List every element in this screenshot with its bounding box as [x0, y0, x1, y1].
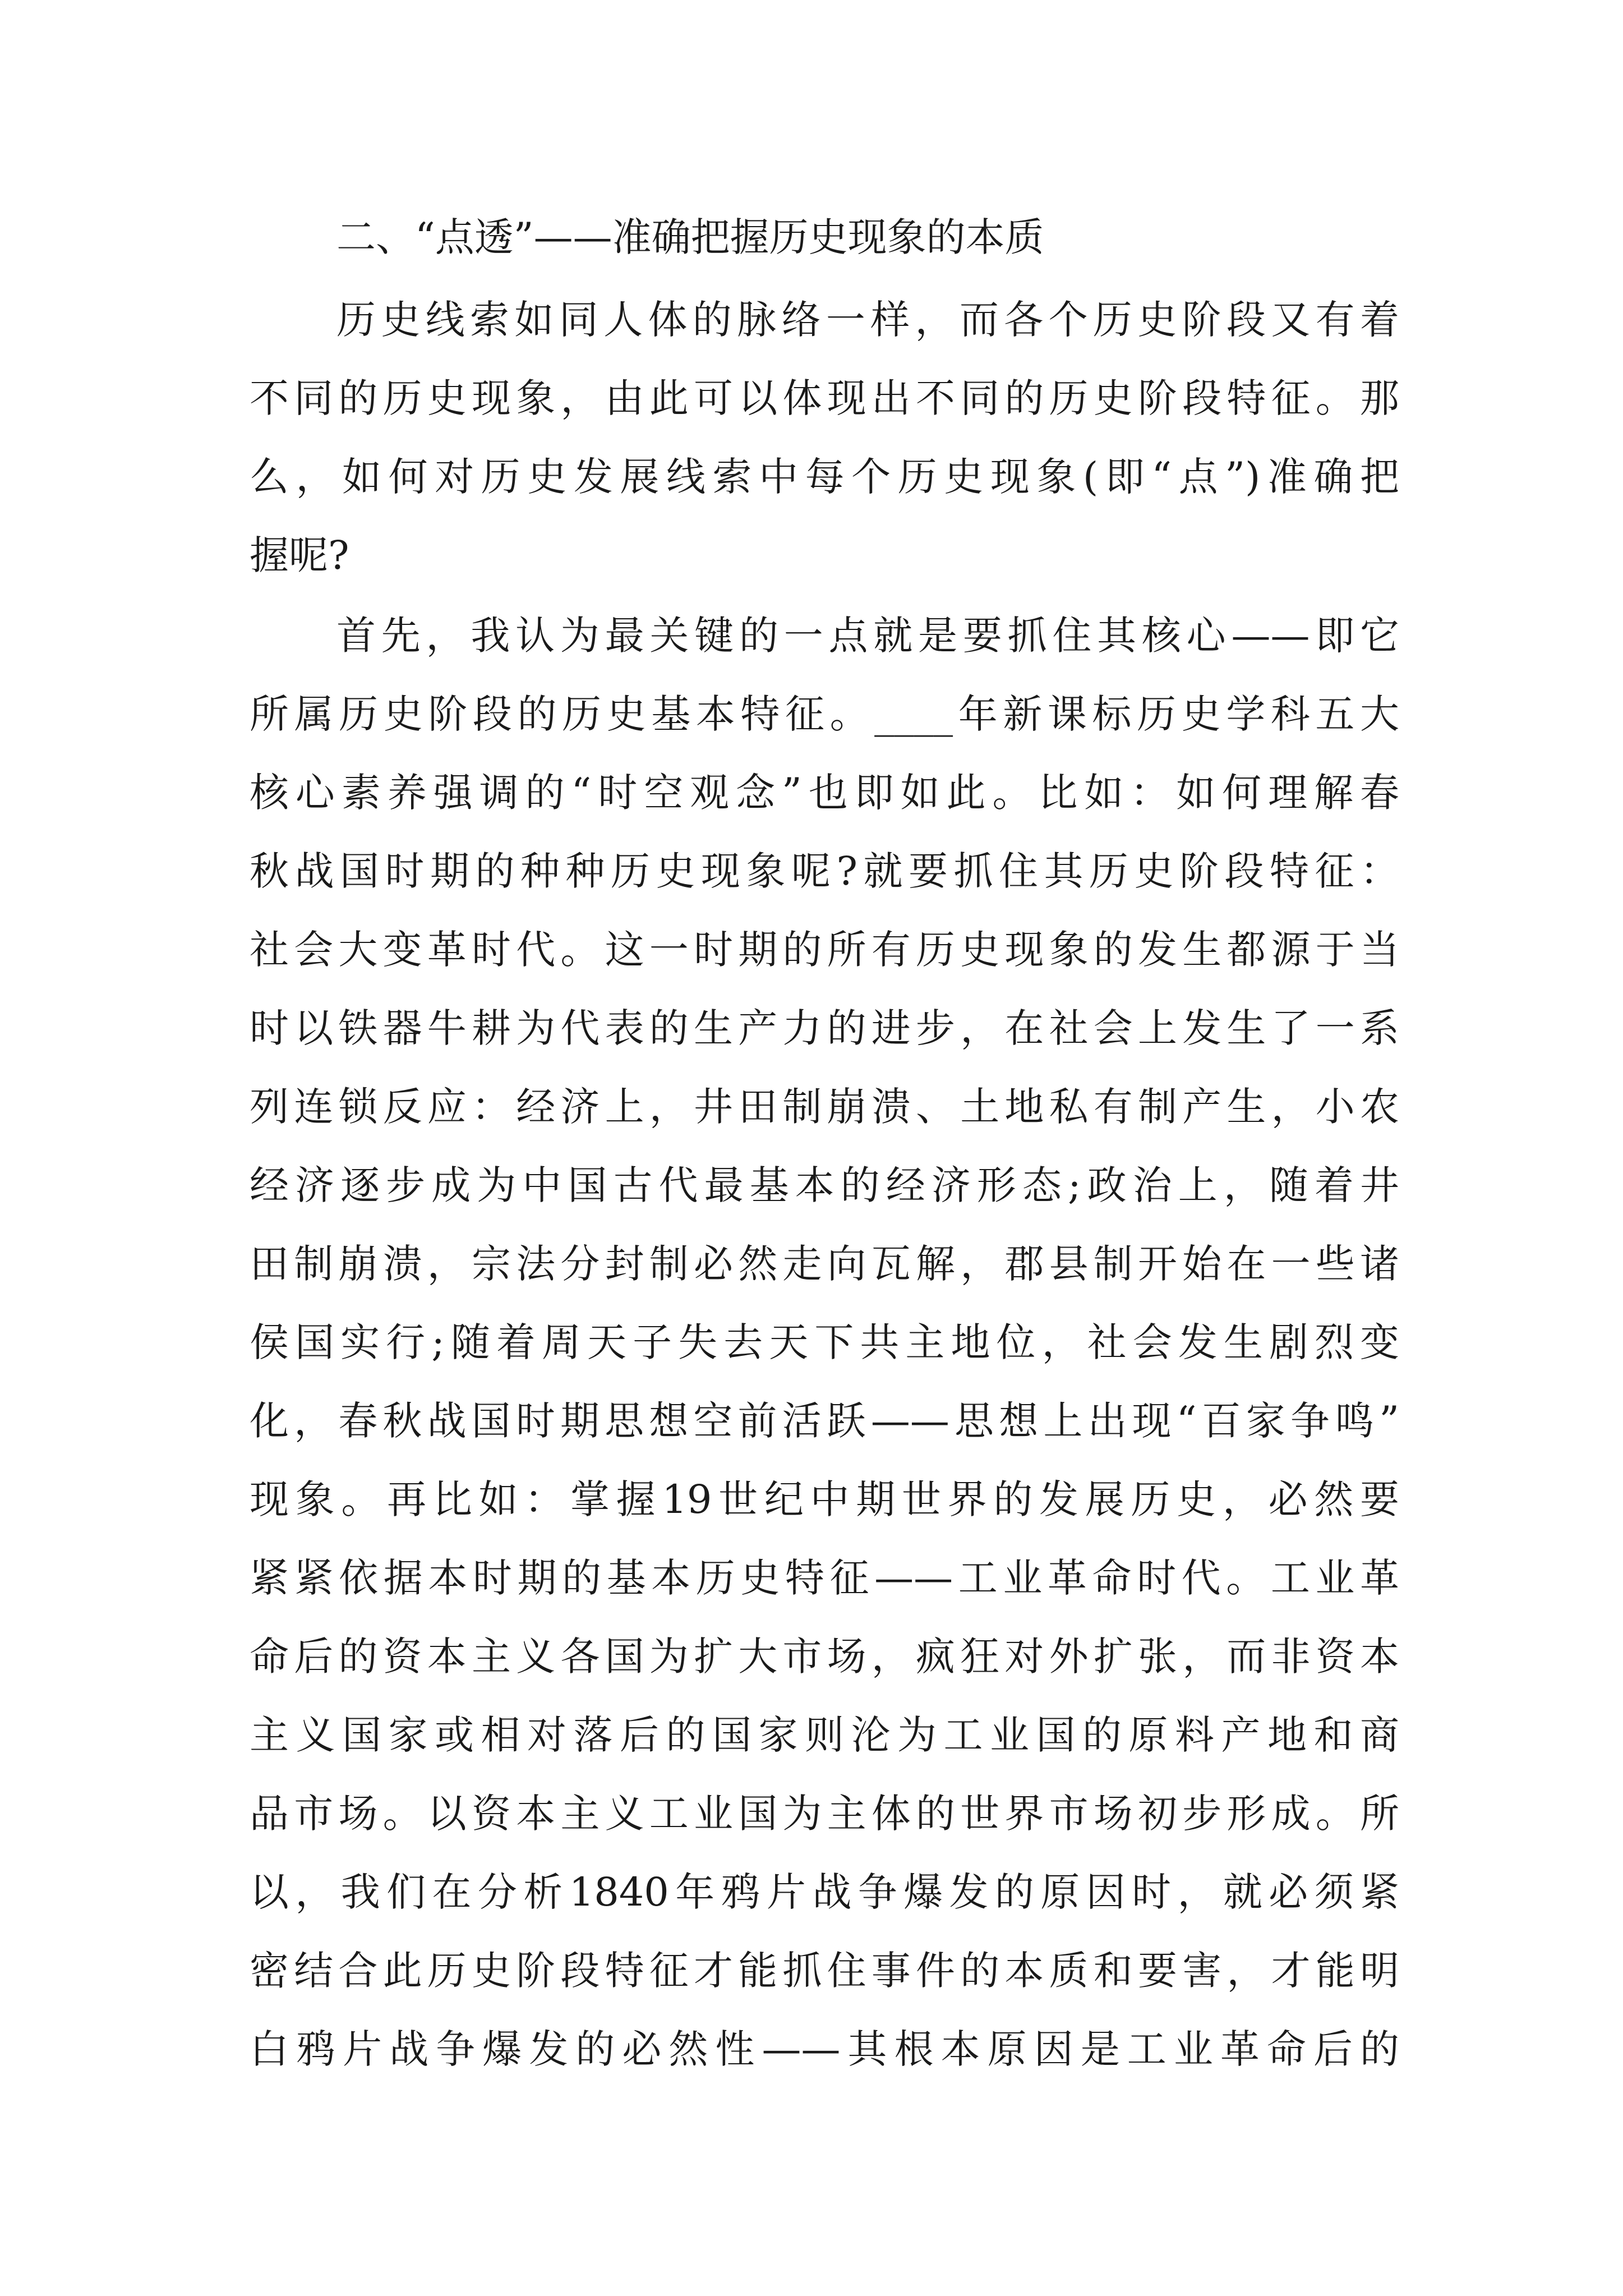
paragraph-line: 首先，我认为最关键的一点就是要抓住其核心——即它 [336, 613, 1399, 659]
paragraph-line: 紧紧依据本时期的基本历史特征——工业革命时代。工业革 [250, 1555, 1399, 1601]
paragraph-line: 命后的资本主义各国为扩大市场，疯狂对外扩张，而非资本 [250, 1634, 1399, 1680]
paragraph-line: 列连锁反应：经济上，井田制崩溃、土地私有制产生，小农 [250, 1084, 1399, 1130]
paragraph-line: 社会大变革时代。这一时期的所有历史现象的发生都源于当 [250, 927, 1399, 973]
paragraph-line: 密结合此历史阶段特征才能抓住事件的本质和要害，才能明 [250, 1948, 1399, 1994]
paragraph-line: 秋战国时期的种种历史现象呢?就要抓住其历史阶段特征： [250, 848, 1399, 894]
paragraph-line: 品市场。以资本主义工业国为主体的世界市场初步形成。所 [250, 1791, 1399, 1837]
paragraph-line: 主义国家或相对落后的国家则沦为工业国的原料产地和商 [250, 1712, 1399, 1758]
section-heading: 二、“点透”——准确把握历史现象的本质 [336, 214, 1044, 260]
paragraph-line: 田制崩溃，宗法分封制必然走向瓦解，郡县制开始在一些诸 [250, 1241, 1399, 1287]
paragraph-line: 化，春秋战国时期思想空前活跃——思想上出现“百家争鸣” [250, 1398, 1399, 1444]
paragraph-line: 不同的历史现象，由此可以体现出不同的历史阶段特征。那 [250, 375, 1399, 421]
paragraph-line: 所属历史阶段的历史基本特征。____年新课标历史学科五大 [250, 691, 1399, 737]
paragraph-line: 经济逐步成为中国古代最基本的经济形态;政治上，随着井 [250, 1162, 1399, 1208]
paragraph-line: 侯国实行;随着周天子失去天下共主地位，社会发生剧烈变 [250, 1319, 1399, 1365]
paragraph-line: 么，如何对历史发展线索中每个历史现象(即“点”)准确把 [250, 454, 1399, 500]
paragraph-line: 现象。再比如：掌握19世纪中期世界的发展历史，必然要 [250, 1476, 1399, 1522]
paragraph-line: 以，我们在分析1840年鸦片战争爆发的原因时，就必须紧 [250, 1869, 1399, 1915]
paragraph-line: 历史线索如同人体的脉络一样，而各个历史阶段又有着 [336, 297, 1399, 343]
paragraph-line: 白鸦片战争爆发的必然性——其根本原因是工业革命后的 [250, 2026, 1399, 2072]
paragraph-line: 时以铁器牛耕为代表的生产力的进步，在社会上发生了一系 [250, 1005, 1399, 1051]
paragraph-line: 握呢? [250, 532, 349, 578]
paragraph-line: 核心素养强调的“时空观念”也即如此。比如：如何理解春 [250, 770, 1399, 816]
